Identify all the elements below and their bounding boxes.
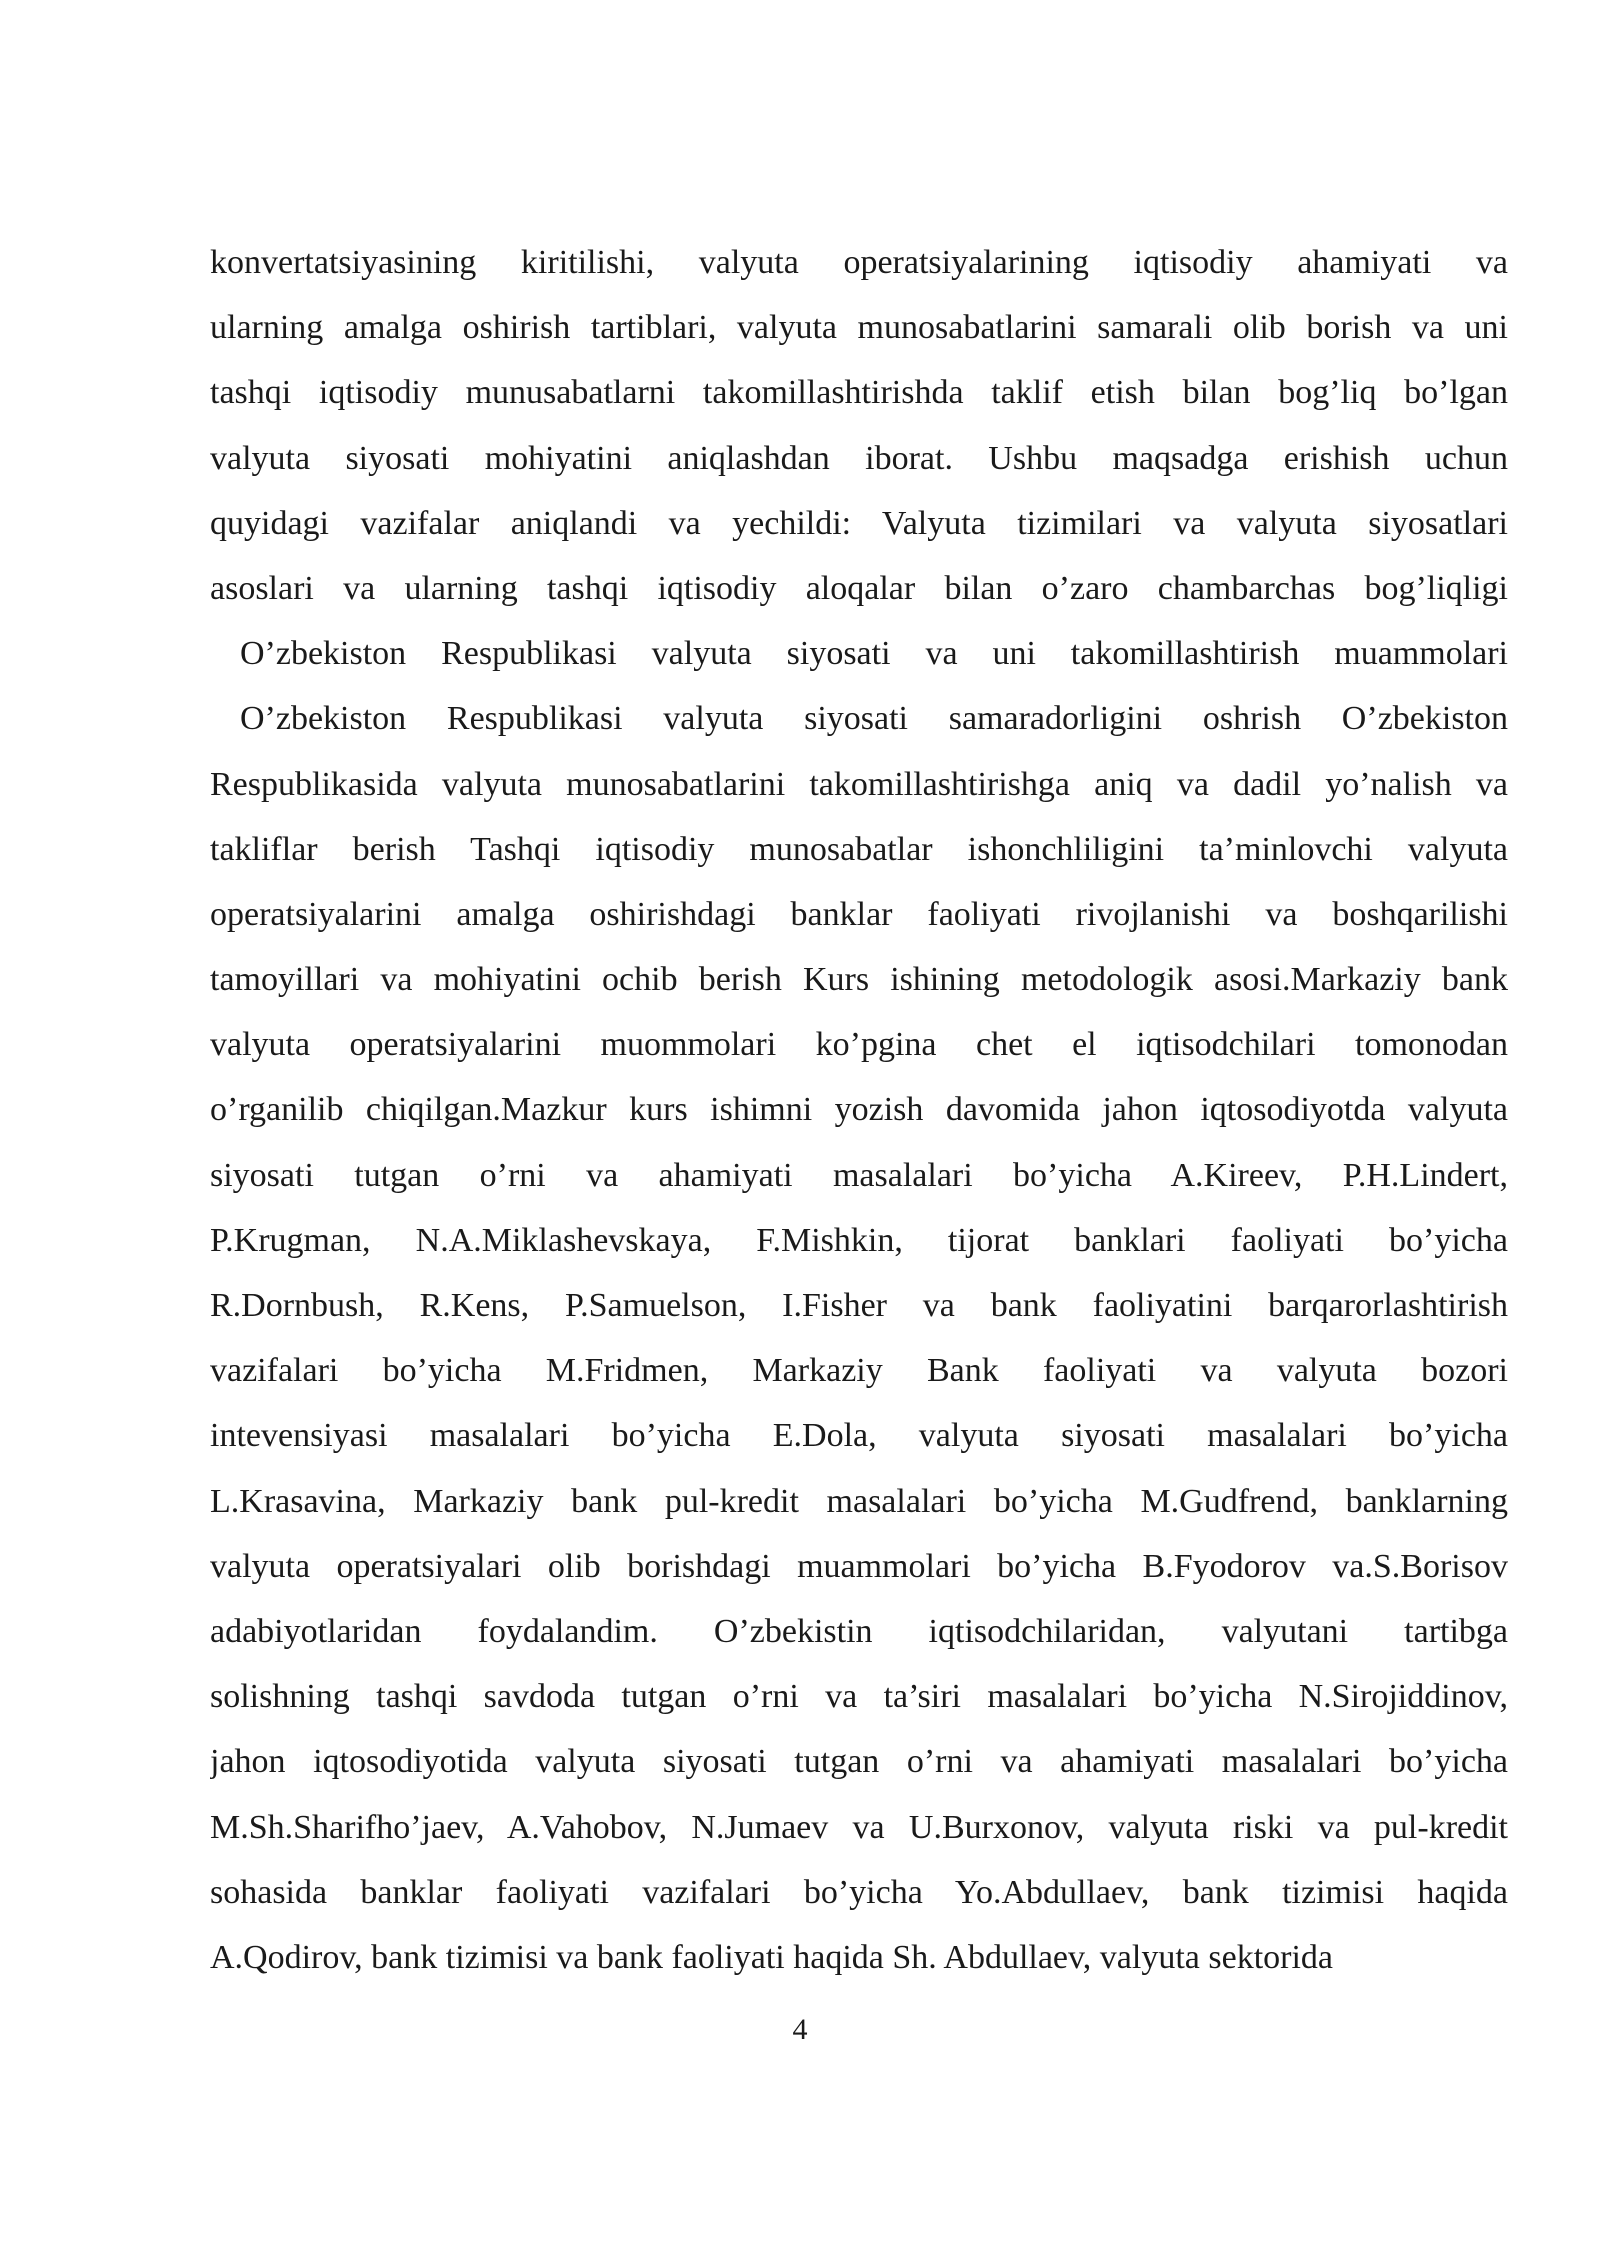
text-line: jahon iqtosodiyotida valyuta siyosati tutgan o’rni va ahamiyati masalalari bo’yicha [210,1743,1508,1781]
text-line: asoslari va ularning tashqi iqtisodiy aloqalar bilan o’zaro chambarchas bog’liqligi [210,569,1508,607]
text-line: o’rganilib chiqilgan.Mazkur kurs ishimni yozish davomida jahon iqtosodiyotda valyuta [210,1091,1508,1129]
text-line: O’zbekiston Respublikasi valyuta siyosati va uni takomillashtirish muammolari [240,635,1508,673]
text-line: takliflar berish Tashqi iqtisodiy munosabatlar ishonchliligini ta’minlovchi valyuta [210,830,1508,868]
text-line: solishning tashqi savdoda tutgan o’rni va ta’siri masalalari bo’yicha N.Sirojiddinov, [210,1678,1508,1716]
text-line: intevensiyasi masalalari bo’yicha E.Dola, valyuta siyosati masalalari bo’yicha [210,1417,1508,1455]
text-line: O’zbekiston Respublikasi valyuta siyosati samaradorligini oshrish O’zbekiston [240,700,1508,738]
text-line: sohasida banklar faoliyati vazifalari bo’yicha Yo.Abdullaev, bank tizimisi haqida [210,1873,1508,1911]
text-line: operatsiyalarini amalga oshirishdagi banklar faoliyati rivojlanishi va boshqarilishi [210,895,1508,933]
text-line: tamoyillari va mohiyatini ochib berish Kurs ishining metodologik asosi.Markaziy bank [210,961,1508,999]
text-line: Respublikasida valyuta munosabatlarini takomillashtirishga aniq va dadil yo’nalish va [210,765,1508,803]
body-text [210,230,1508,1990]
text-line: L.Krasavina, Markaziy bank pul-kredit masalalari bo’yicha M.Gudfrend, banklarning [210,1482,1508,1520]
text-line: siyosati tutgan o’rni va ahamiyati masalalari bo’yicha A.Kireev, P.H.Lindert, [210,1156,1508,1194]
text-line: R.Dornbush, R.Kens, P.Samuelson, I.Fisher va bank faoliyatini barqarorlashtirish [210,1287,1508,1324]
page-number: 4 [792,2013,808,2046]
text-line: A.Qodirov, bank tizimisi va bank faoliyati haqida Sh. Abdullaev, valyuta sektorida [210,1938,1334,1976]
text-line: konvertatsiyasining kiritilishi, valyuta operatsiyalarining iqtisodiy ahamiyati va [210,244,1508,281]
text-line: ularning amalga oshirish tartiblari, valyuta munosabatlarini samarali olib borish va uni [210,309,1508,347]
text-line: valyuta siyosati mohiyatini aniqlashdan iborat. Ushbu maqsadga erishish uchun [210,439,1508,477]
text-line: tashqi iqtisodiy munusabatlarni takomillashtirishda taklif etish bilan bog’liq bo’lgan [210,374,1508,412]
text-line: vazifalari bo’yicha M.Fridmen, Markaziy Bank faoliyati va valyuta bozori [210,1352,1508,1390]
text-line: valyuta operatsiyalarini muommolari ko’pgina chet el iqtisodchilari tomonodan [210,1026,1508,1064]
text-line: adabiyotlaridan foydalandim. O’zbekistin iqtisodchilaridan, valyutani tartibga [210,1612,1508,1650]
text-line: quyidagi vazifalar aniqlandi va yechildi: Valyuta tizimilari va valyuta siyosatlari [210,504,1508,542]
text-line: valyuta operatsiyalari olib borishdagi muammolari bo’yicha B.Fyodorov va.S.Borisov [210,1547,1508,1585]
text-line: M.Sh.Sharifho’jaev, A.Vahobov, N.Jumaev va U.Burxonov, valyuta riski va pul-kredit [210,1808,1508,1846]
text-line: P.Krugman, N.A.Miklashevskaya, F.Mishkin, tijorat banklari faoliyati bo’yicha [210,1221,1508,1259]
